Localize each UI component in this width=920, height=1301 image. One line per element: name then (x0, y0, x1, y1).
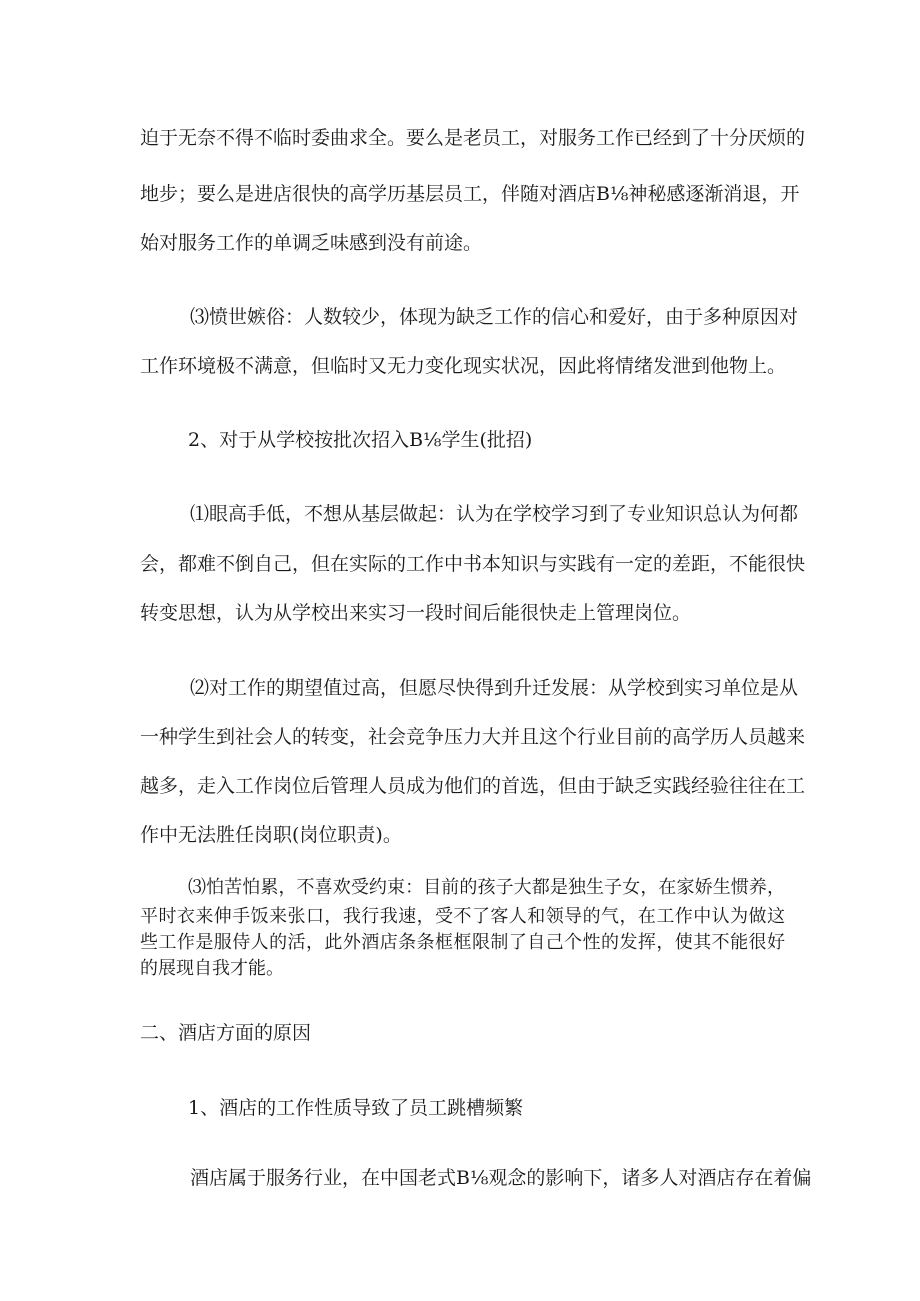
text-line-9: 转变思想，认为从学校出来实习一段时间后能很快走上管理岗位。 (140, 602, 692, 624)
text-line-5: 工作环境极不满意，但临时又无力变化现实状况，因此将情绪发泄到他物上。 (140, 355, 787, 377)
text-line-10: ⑵对工作的期望值过高，但愿尽快得到升迁发展：从学校到实习单位是从 (190, 677, 799, 699)
text-line-13: 作中无法胜任岗职(岗位职责)。 (140, 824, 402, 846)
text-line-14: ⑶怕苦怕累，不喜欢受约束：目前的孩子大都是独生子女，在家娇生惯养， (188, 877, 785, 898)
text-line-1: 迫于无奈不得不临时委曲求全。要么是老员工，对服务工作已经到了十分厌烦的 (140, 127, 806, 149)
text-line-4: ⑶愤世嫉俗：人数较少，体现为缺乏工作的信心和爱好，由于多种原因对 (190, 306, 799, 328)
text-line-2: 地步；要么是进店很快的高学历基层员工，伴随对酒店B⅛神秘感逐渐消退，开 (140, 183, 800, 205)
section-heading-batch-students: 2、对于从学校按批次招入B⅛学生(批招) (188, 429, 533, 451)
text-line-11: 一种学生到社会人的转变，社会竞争压力大并且这个行业目前的高学历人员越来 (140, 726, 806, 748)
text-line-16: 些工作是服侍人的活，此外酒店条条框框限制了自己个性的发挥，使其不能很好 (140, 932, 785, 953)
text-line-8: 会，都难不倒自己，但在实际的工作中书本知识与实践有一定的差距，不能很快 (140, 553, 806, 575)
text-line-12: 越多，走入工作岗位后管理人员成为他们的首选，但由于缺乏实践经验往往在工 (140, 775, 806, 797)
text-line-20: 酒店属于服务行业，在中国老式B⅛观念的影响下，诸多人对酒店存在着偏 (190, 1167, 812, 1189)
subsection-heading-work-nature: 1、酒店的工作性质导致了员工跳槽频繁 (188, 1097, 524, 1119)
text-line-17: 的展现自我才能。 (140, 958, 284, 979)
text-line-3: 始对服务工作的单调乏味感到没有前途。 (140, 232, 483, 254)
section-heading-hotel-reasons: 二、酒店方面的原因 (140, 1022, 312, 1044)
text-line-7: ⑴眼高手低，不想从基层做起：认为在学校学习到了专业知识总认为何都 (190, 503, 799, 525)
text-line-15: 平时衣来伸手饭来张口，我行我速，受不了客人和领导的气，在工作中认为做这 (140, 906, 785, 927)
